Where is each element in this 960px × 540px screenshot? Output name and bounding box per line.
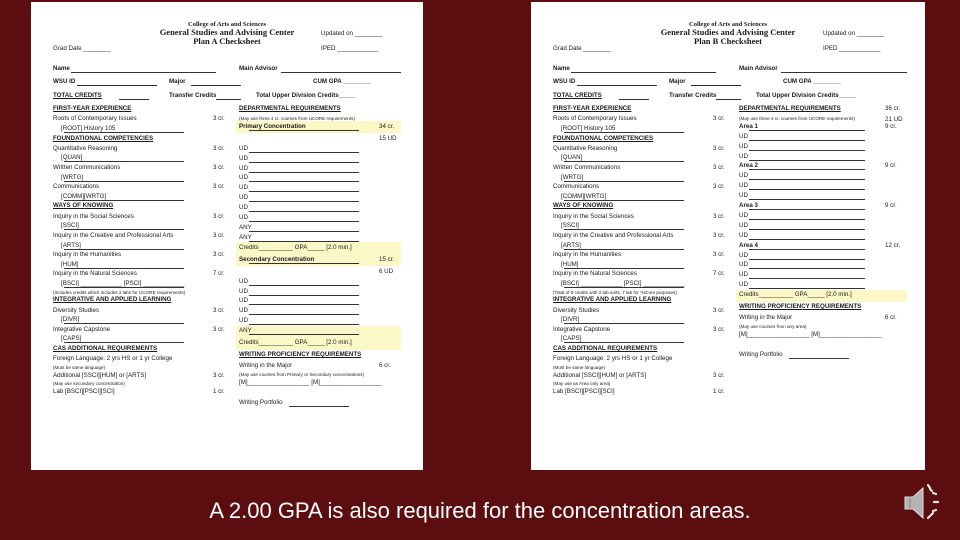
fill-in-line — [749, 259, 865, 260]
fill-in-line — [77, 85, 157, 86]
right-row: Credits__________ GPA_____ [2.0 min.] — [239, 243, 352, 251]
credit-value: 21 UD — [885, 116, 903, 123]
fill-in-line — [749, 169, 865, 170]
right-row: Area 4 — [739, 241, 758, 249]
left-row: Roots of Contemporary Issues — [53, 115, 137, 123]
right-row: Writing Portfolio — [739, 350, 783, 358]
fill-in-line — [249, 201, 359, 202]
transfer-credits-label: Transfer Credits — [669, 92, 717, 99]
cum-gpa-label: CUM GPA ________ — [783, 78, 841, 85]
right-row: UD — [739, 132, 748, 140]
left-row: [SSCI] — [561, 222, 579, 230]
left-row: [COMM][WRTG] — [561, 192, 607, 200]
left-row: [HUM] — [561, 260, 579, 268]
fill-in-line — [564, 287, 684, 288]
left-row: [ARTS] — [561, 241, 581, 249]
left-row: Inquiry in the Natural Sciences — [53, 270, 137, 278]
credit-value: 15 UD — [379, 134, 397, 142]
fill-in-line — [64, 132, 184, 133]
left-row: WAYS OF KNOWING — [53, 202, 114, 210]
credit-value: 7 cr. — [213, 270, 225, 278]
fill-in-line — [749, 150, 865, 151]
fill-in-line — [281, 72, 401, 73]
left-row: [QUAN] — [561, 154, 583, 162]
left-row: [SSCI] — [61, 222, 79, 230]
right-row: UD — [739, 152, 748, 160]
credit-value: 9 cr. — [885, 122, 897, 130]
right-row: Area 1 — [739, 122, 758, 130]
right-row: DEPARTMENTAL REQUIREMENTS — [239, 105, 341, 112]
fill-in-line — [64, 249, 184, 250]
right-row: Secondary Concentration — [239, 255, 315, 263]
fill-in-line — [249, 314, 359, 315]
fill-in-line — [749, 130, 865, 131]
left-row: Inquiry in the Creative and Professional Arts — [53, 231, 174, 239]
name-label: Name — [53, 65, 70, 72]
right-row: ANY — [239, 223, 252, 231]
speaker-icon[interactable] — [897, 478, 947, 528]
left-row: Inquiry in the Humanities — [553, 251, 622, 259]
credit-value: 6 cr. — [885, 314, 897, 322]
left-row: FOUNDATIONAL COMPETENCIES — [553, 134, 654, 142]
right-row: UD — [739, 261, 748, 269]
fill-in-line — [749, 249, 865, 250]
upper-division-label: Total Upper Division Credits_____ — [256, 92, 356, 99]
credit-value: 1 cr. — [213, 388, 225, 396]
right-row: UD — [739, 211, 748, 219]
right-row: UD — [739, 172, 748, 180]
left-row: (Must be same language) — [53, 364, 106, 370]
fill-in-line — [249, 263, 359, 264]
right-row: Writing Portfolio — [239, 398, 283, 406]
left-row: FIRST-YEAR EXPERIENCE — [553, 105, 632, 112]
left-row: Inquiry in the Natural Sciences — [553, 270, 637, 278]
left-row: Written Communications — [53, 164, 121, 171]
credit-value: 3 cr. — [713, 115, 725, 123]
transfer-credits-label: Transfer Credits — [169, 92, 217, 99]
right-row: UD — [239, 174, 248, 182]
left-row: CAS ADDITIONAL REQUIREMENTS — [553, 345, 658, 352]
left-row: FIRST-YEAR EXPERIENCE — [53, 105, 132, 112]
credit-value: 3 cr. — [713, 212, 725, 220]
fill-in-line — [249, 152, 359, 153]
left-row: (May use as Area only area) — [553, 381, 611, 387]
fill-in-line — [249, 162, 359, 163]
header-center: General Studies and Advising Center — [660, 27, 796, 38]
left-row: [DIVR] — [61, 316, 80, 324]
left-row: [QUAN] — [61, 154, 83, 162]
right-row: UD — [739, 182, 748, 190]
fill-in-line — [191, 85, 241, 86]
left-row: Roots of Contemporary Issues — [553, 115, 637, 123]
right-row: UD — [239, 194, 248, 202]
total-credits-label: TOTAL CREDITS — [53, 92, 102, 99]
fill-in-line — [249, 304, 359, 305]
right-row: UD — [739, 231, 748, 239]
left-row: Communications — [53, 183, 100, 191]
credit-value: 3 cr. — [213, 251, 225, 259]
credit-value: 36 cr. — [885, 105, 901, 112]
header-plan: Plan A Checksheet — [193, 36, 261, 47]
credit-value: 6 cr. — [379, 362, 391, 370]
right-row: (May use courses from Primary or Secondary concentrations) — [239, 372, 365, 377]
grad-date-field: Grad Date ________ — [53, 45, 111, 52]
fill-in-line — [564, 323, 684, 324]
credit-value: 3 cr. — [713, 306, 725, 314]
fill-in-line — [249, 172, 359, 173]
credit-value: 3 cr. — [213, 183, 225, 191]
right-row: WRITING PROFICIENCY REQUIREMENTS — [239, 351, 362, 359]
credit-value: 3 cr. — [213, 164, 225, 171]
credit-value: 3 cr. — [213, 371, 225, 379]
fill-in-line — [749, 189, 865, 190]
major-label: Major — [169, 78, 186, 85]
right-row: UD — [739, 142, 748, 150]
left-row: CAS ADDITIONAL REQUIREMENTS — [53, 345, 158, 352]
fill-in-line — [64, 229, 184, 230]
credit-value: 9 cr. — [885, 162, 897, 170]
fill-in-line — [564, 161, 684, 162]
fill-in-line — [571, 72, 716, 73]
fill-in-line — [749, 219, 865, 220]
right-row: UD — [239, 307, 248, 315]
fill-in-line — [716, 99, 741, 100]
fill-in-line — [749, 268, 865, 269]
upper-division-label: Total Upper Division Credits_____ — [756, 92, 856, 99]
left-row: Inquiry in the Humanities — [53, 251, 122, 259]
fill-in-line — [564, 181, 684, 182]
right-row: UD — [739, 281, 748, 289]
left-row: Diversity Studies — [553, 306, 600, 314]
header-center: General Studies and Advising Center — [159, 27, 295, 38]
fill-in-line — [564, 342, 684, 343]
iped-field: IPED ____________ — [823, 45, 881, 52]
checksheet-plan-a — [31, 2, 423, 470]
fill-in-line — [691, 85, 741, 86]
credit-value: 15 cr. — [379, 255, 395, 263]
header-college: College of Arts and Sciences — [689, 21, 767, 28]
credit-value: 9 cr. — [885, 202, 897, 209]
left-row: INTEGRATIVE AND APPLIED LEARNING — [53, 296, 172, 304]
left-row: Additional [SSCI][HUM] or [ARTS] — [53, 371, 147, 379]
fill-in-line — [119, 99, 149, 100]
credit-value: 3 cr. — [213, 212, 225, 220]
fill-in-line — [64, 323, 184, 324]
right-row: UD — [739, 271, 748, 279]
total-credits-label: TOTAL CREDITS — [553, 92, 602, 99]
left-row: [HUM] — [61, 260, 79, 268]
left-row: Foreign Language: 2 yrs HS or 1 yr College — [553, 355, 673, 363]
fill-in-line — [564, 268, 684, 269]
credit-value: 6 UD — [379, 267, 394, 275]
right-row: Writing in the Major — [739, 314, 793, 322]
right-row: UD — [239, 184, 248, 192]
left-row: Lab [BSCI][PSCI][SCI] — [53, 388, 115, 396]
fill-in-line — [249, 211, 359, 212]
fill-in-line — [749, 209, 865, 210]
fill-in-line — [749, 239, 865, 240]
right-row: UD — [239, 214, 248, 221]
gpa-highlight — [236, 326, 401, 338]
left-row: Diversity Studies — [53, 306, 100, 314]
right-row: UD — [239, 277, 248, 285]
left-row: Additional [SSCI][HUM] or [ARTS] — [553, 371, 647, 379]
fill-in-line — [64, 181, 184, 182]
left-row: [ROOT] History 105 — [561, 124, 616, 132]
right-row: UD — [239, 164, 248, 172]
right-row: UD — [239, 144, 248, 152]
credit-value: 3 cr. — [713, 371, 725, 379]
left-row: Inquiry in the Creative and Professional Arts — [553, 231, 674, 239]
left-row: Quantitative Reasoning — [53, 144, 118, 152]
major-label: Major — [669, 78, 686, 85]
right-row: ANY — [239, 327, 252, 335]
fill-in-line — [289, 406, 349, 407]
left-row: FOUNDATIONAL COMPETENCIES — [53, 134, 154, 142]
left-row: [CAPS] — [561, 335, 582, 343]
fill-in-line — [789, 358, 849, 359]
fill-in-line — [249, 221, 359, 222]
right-row: UD — [239, 297, 248, 305]
header-plan: Plan B Checksheet — [694, 36, 762, 47]
fill-in-line — [564, 249, 684, 250]
credit-value: 3 cr. — [213, 144, 225, 152]
left-row: [BSCI] ____________ [PSCI] ____________ — [61, 279, 185, 287]
grad-date-field: Grad Date ________ — [553, 45, 611, 52]
fill-in-line — [249, 191, 359, 192]
fill-in-line — [64, 161, 184, 162]
fill-in-line — [749, 140, 865, 141]
right-row: (May use three 4 cr. courses from UCORE requirements) — [239, 116, 355, 121]
fill-in-line — [249, 181, 359, 182]
left-row: [DIVR] — [561, 316, 580, 324]
right-row: DEPARTMENTAL REQUIREMENTS — [739, 105, 841, 112]
credit-value: 7 cr. — [713, 270, 725, 278]
credit-value: 34 cr. — [379, 122, 395, 130]
left-row: Inquiry in the Social Sciences — [553, 212, 634, 220]
main-advisor-label: Main Advisor — [239, 65, 278, 72]
credit-value: 3 cr. — [713, 231, 725, 239]
right-row: UD — [239, 287, 248, 295]
fill-in-line — [216, 99, 241, 100]
fill-in-line — [564, 132, 684, 133]
cum-gpa-label: CUM GPA ________ — [313, 78, 371, 85]
credit-value: 3 cr. — [213, 115, 225, 123]
updated-on-field: Updated on ________ — [321, 30, 383, 37]
left-row: Written Communications — [553, 164, 621, 171]
right-row: UD — [239, 154, 248, 162]
left-row: Lab [BSCI][PSCI][SCI] — [553, 388, 615, 396]
left-row: [BSCI] ____________ [PSCI] ____________ — [561, 279, 685, 287]
right-row: Primary Concentration — [239, 122, 306, 130]
credit-value: 3 cr. — [213, 306, 225, 314]
fill-in-line — [64, 287, 184, 288]
right-row: Area 3 — [739, 202, 758, 209]
fill-in-line — [249, 295, 359, 296]
right-row: Credits__________ GPA_____ [2.0 min.] — [239, 339, 352, 347]
right-row: (May use three 4 cr. courses from UCORE requirements) — [739, 116, 855, 121]
left-row: (Includes credits which includes 2 labs for UCORE requirements) — [53, 289, 186, 295]
left-row: Integrative Capstone — [553, 325, 611, 333]
left-row: (Total of 8 credits with 2 lab units, 7 lab for *UCore purposes) — [553, 289, 677, 295]
fill-in-line — [249, 130, 359, 131]
fill-in-line — [249, 334, 359, 335]
fill-in-line — [564, 229, 684, 230]
iped-field: IPED ____________ — [321, 45, 379, 52]
wsu-id-label: WSU ID — [53, 78, 76, 85]
fill-in-line — [71, 72, 216, 73]
credit-value: 3 cr. — [213, 325, 225, 333]
right-row: (May use courses from any area) — [739, 324, 807, 329]
left-row: Inquiry in the Social Sciences — [53, 212, 134, 220]
right-row: UD — [239, 204, 248, 212]
fill-in-line — [64, 268, 184, 269]
fill-in-line — [749, 199, 865, 200]
fill-in-line — [564, 200, 684, 201]
fill-in-line — [749, 160, 865, 161]
left-row: [ARTS] — [61, 241, 81, 249]
header-college: College of Arts and Sciences — [188, 21, 266, 28]
left-row: (May use secondary concentration) — [53, 381, 125, 387]
right-row: UD — [739, 221, 748, 229]
credit-value: 3 cr. — [713, 144, 725, 152]
fill-in-line — [749, 278, 865, 279]
left-row: [ROOT] History 105 — [61, 124, 116, 132]
left-row: WAYS OF KNOWING — [553, 202, 614, 210]
credit-value: 3 cr. — [713, 164, 725, 171]
credit-value: 3 cr. — [713, 325, 725, 333]
right-row: WRITING PROFICIENCY REQUIREMENTS — [739, 303, 862, 311]
left-row: INTEGRATIVE AND APPLIED LEARNING — [553, 296, 672, 304]
right-row: UD — [739, 251, 748, 259]
left-row: [WRTG] — [61, 173, 84, 181]
left-row: Communications — [553, 183, 600, 191]
fill-in-line — [619, 99, 649, 100]
fill-in-line — [64, 200, 184, 201]
fill-in-line — [249, 231, 359, 232]
left-row: Integrative Capstone — [53, 325, 111, 333]
fill-in-line — [749, 229, 865, 230]
credit-value: 3 cr. — [713, 251, 725, 259]
credit-value: 1 cr. — [713, 388, 725, 396]
left-row: [CAPS] — [61, 335, 82, 343]
right-row: [M]__________________ [M]__________________ — [239, 378, 382, 386]
updated-on-field: Updated on ________ — [823, 30, 885, 37]
left-row: Quantitative Reasoning — [553, 144, 618, 152]
left-row: (Must be same language) — [553, 364, 606, 370]
credit-value: 12 cr. — [885, 241, 901, 249]
wsu-id-label: WSU ID — [553, 78, 576, 85]
right-row: [M]__________________ [M]__________________ — [739, 330, 882, 338]
right-row: Writing in the Major — [239, 362, 293, 370]
credit-value: 3 cr. — [213, 231, 225, 239]
fill-in-line — [749, 179, 865, 180]
fill-in-line — [577, 85, 657, 86]
checksheet-plan-b — [531, 2, 925, 470]
right-row: Area 2 — [739, 162, 758, 170]
fill-in-line — [781, 72, 907, 73]
main-advisor-label: Main Advisor — [739, 65, 778, 72]
slide-caption: A 2.00 GPA is also required for the concentration areas. — [209, 498, 751, 523]
name-label: Name — [553, 65, 570, 72]
fill-in-line — [249, 285, 359, 286]
right-row: UD — [239, 317, 248, 325]
right-row: Credits__________ GPA_____ [2.0 min.] — [739, 291, 852, 299]
fill-in-line — [64, 342, 184, 343]
left-row: [COMM][WRTG] — [61, 192, 107, 200]
left-row: Foreign Language: 2 yrs HS or 1 yr College — [53, 355, 173, 363]
left-row: [WRTG] — [561, 173, 584, 181]
credit-value: 3 cr. — [713, 183, 725, 191]
right-row: ANY — [239, 233, 252, 241]
right-row: UD — [739, 192, 748, 200]
